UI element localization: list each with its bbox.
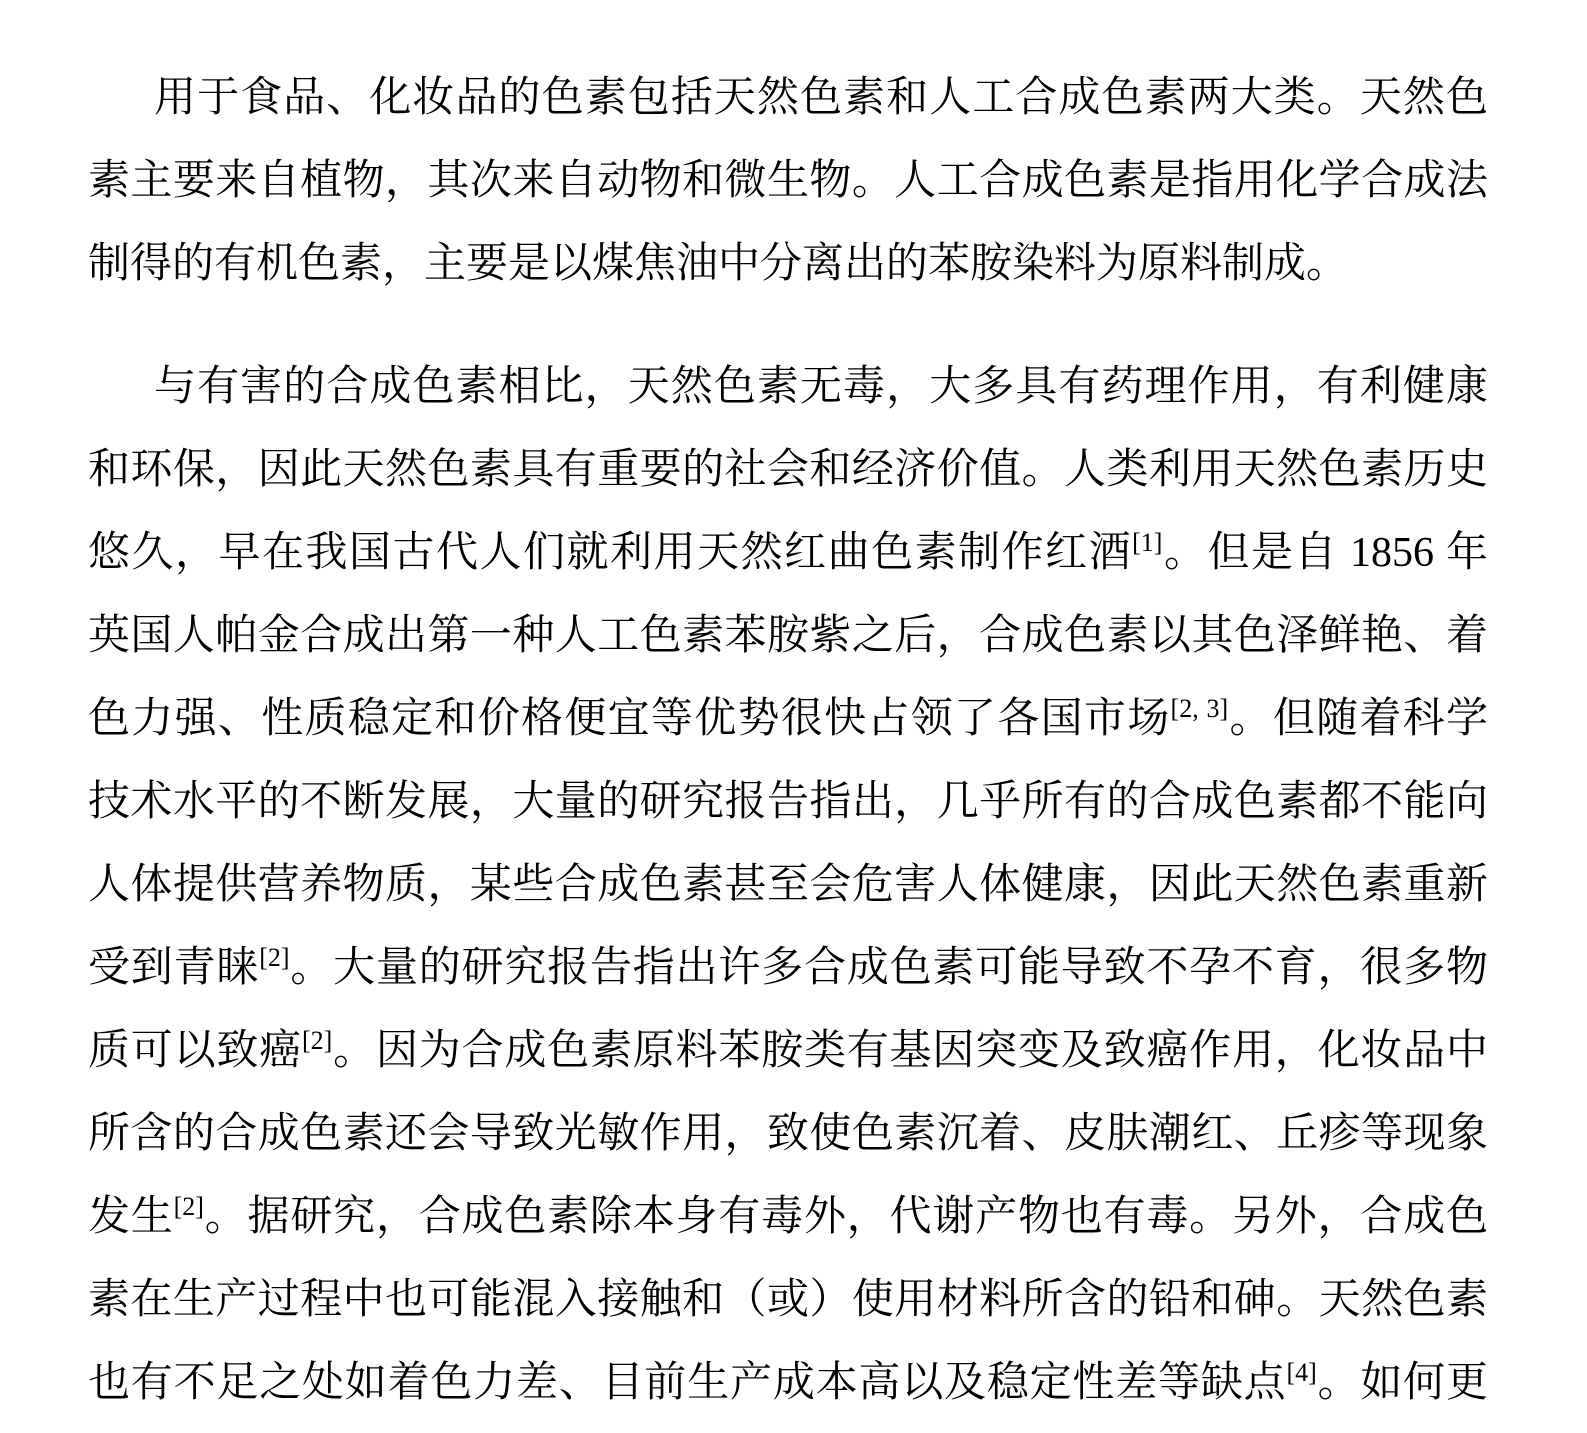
line-text: 所含的合成色素还会导致光敏作用，致使色素沉着、皮肤潮红、丘疹等现象 (88, 1111, 1488, 1157)
text-line (88, 140, 1488, 223)
text-line (88, 927, 1488, 1010)
text-line (88, 1342, 1488, 1425)
text-line (88, 844, 1488, 927)
line-text: 受到青睐 (88, 945, 260, 991)
text-line (88, 512, 1488, 595)
line-text: 与有害的合成色素相比，天然色素无毒，大多具有药理作用，有利健康 (154, 364, 1488, 410)
text-line (88, 1176, 1488, 1259)
line-text: 和环保，因此天然色素具有重要的社会和经济价值。人类利用天然色素历史 (88, 447, 1488, 493)
line-text: 色力强、性质稳定和价格便宜等优势很快占领了各国市场 (88, 696, 1171, 742)
line-text: 素主要来自植物，其次来自动物和微生物。人工合成色素是指用化学合成法 (88, 158, 1488, 204)
text-line (88, 761, 1488, 844)
line-text: 素在生产过程中也可能混入接触和（或）使用材料所含的铅和砷。天然色素 (88, 1277, 1488, 1323)
line-text: 。大量的研究报告指出许多合成色素可能导致不孕不育，很多物 (289, 945, 1488, 991)
line-text: 发生 (88, 1194, 174, 1240)
line-text: 。但是自 1856 年 (1162, 530, 1488, 576)
line-text: 。据研究，合成色素除本身有毒外，代谢产物也有毒。另外，合成色 (203, 1194, 1488, 1240)
citation-sup: [1] (1132, 528, 1163, 557)
line-text: 。如何更 (1316, 1360, 1488, 1406)
line-text: 质可以致癌 (88, 1028, 303, 1074)
citation-sup: [4] (1286, 1358, 1317, 1387)
text-line (88, 678, 1488, 761)
text-line (88, 595, 1488, 678)
paragraph-1 (88, 57, 1488, 306)
text-line (88, 1259, 1488, 1342)
text-line (88, 1010, 1488, 1093)
paragraph-2 (88, 346, 1488, 1425)
text-line (88, 1093, 1488, 1176)
line-text: 用于食品、化妆品的色素包括天然色素和人工合成色素两大类。天然色 (154, 75, 1488, 121)
line-text: 。因为合成色素原料苯胺类有基因突变及致癌作用，化妆品中 (332, 1028, 1488, 1074)
citation-sup: [2, 3] (1170, 694, 1229, 723)
line-text: 也有不足之处如着色力差、目前生产成本高以及稳定性差等缺点 (88, 1360, 1287, 1406)
text-line (88, 223, 1488, 306)
line-text: 人体提供营养物质，某些合成色素甚至会危害人体健康，因此天然色素重新 (88, 862, 1488, 908)
text-line (88, 57, 1488, 140)
line-text: 悠久，早在我国古代人们就利用天然红曲色素制作红酒 (88, 530, 1133, 576)
citation-sup: [2] (302, 1026, 333, 1055)
line-text: 。但随着科学 (1228, 696, 1488, 742)
line-text: 技术水平的不断发展，大量的研究报告指出，几乎所有的合成色素都不能向 (88, 779, 1488, 825)
text-line (88, 429, 1488, 512)
citation-sup: [2] (259, 943, 290, 972)
citation-sup: [2] (173, 1192, 204, 1221)
text-line (88, 346, 1488, 429)
line-text: 英国人帕金合成出第一种人工色素苯胺紫之后，合成色素以其色泽鲜艳、着 (88, 613, 1488, 659)
line-text: 制得的有机色素，主要是以煤焦油中分离出的苯胺染料为原料制成。 (88, 241, 1349, 287)
